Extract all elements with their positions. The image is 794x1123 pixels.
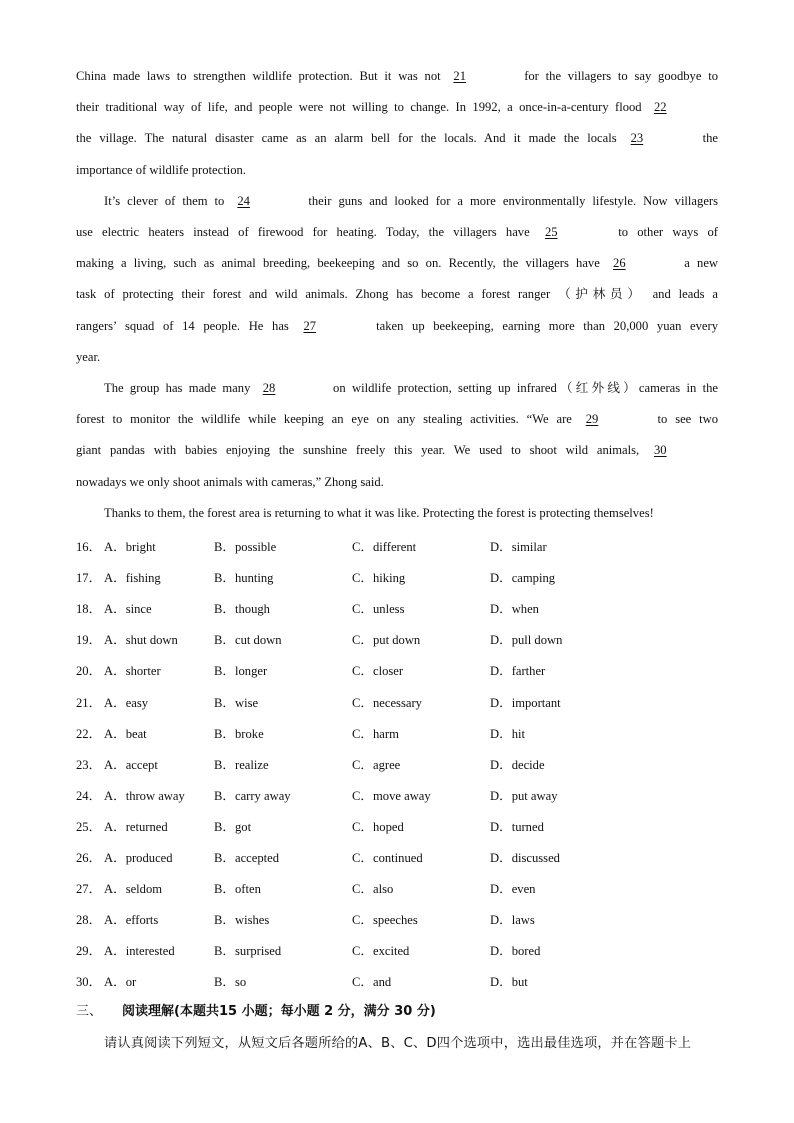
question-number: 20． bbox=[76, 664, 102, 679]
option-b[interactable]: B．accepted bbox=[214, 851, 280, 865]
passage-line bbox=[76, 467, 718, 498]
option-c[interactable]: C．harm bbox=[352, 726, 399, 741]
option-a[interactable]: A．accept bbox=[104, 757, 158, 772]
option-a[interactable]: A．shut down bbox=[104, 633, 178, 648]
option-d[interactable]: D．important bbox=[490, 695, 561, 710]
option-d[interactable]: D．even bbox=[490, 882, 536, 897]
option-b[interactable]: B．realize bbox=[214, 757, 269, 772]
option-d[interactable]: D．put away bbox=[490, 788, 558, 803]
line-text: taken up beekeeping, earning more than 20,000 yuan every bbox=[367, 318, 718, 333]
question-number: 17． bbox=[76, 571, 102, 586]
answer-blank: 27 bbox=[303, 318, 317, 333]
option-d[interactable]: D．but bbox=[490, 975, 528, 990]
question-number: 19． bbox=[76, 633, 102, 648]
line-text: a new bbox=[677, 256, 719, 271]
passage-line bbox=[76, 248, 718, 279]
answer-blank: 29 bbox=[585, 412, 599, 427]
question-number: 27． bbox=[76, 882, 102, 897]
line-text: the bbox=[694, 131, 718, 146]
question-row bbox=[76, 847, 726, 867]
option-d[interactable]: D．turned bbox=[490, 819, 544, 834]
section-index: 三、 bbox=[76, 1004, 103, 1019]
answer-blank: 21 bbox=[453, 69, 467, 83]
option-b[interactable]: B．wishes bbox=[214, 913, 270, 928]
passage-line bbox=[76, 404, 718, 435]
option-c[interactable]: C．closer bbox=[352, 664, 404, 679]
option-a[interactable]: A．beat bbox=[104, 726, 147, 741]
passage-line bbox=[104, 186, 718, 217]
option-c[interactable]: C．necessary bbox=[352, 695, 422, 710]
option-b[interactable]: B．often bbox=[214, 882, 261, 897]
line-text: making a living, such as animal breeding, beekeeping and so on. Recently, the villagers have bbox=[76, 256, 608, 271]
question-row bbox=[76, 536, 726, 556]
option-a[interactable]: A．interested bbox=[104, 944, 175, 959]
section-instruction: 请认真阅读下列短文，从短文后各题所给的A、B、C、D四个选项中，选出最佳选项，并在答题卡上 bbox=[104, 1036, 692, 1051]
option-b[interactable]: B．wise bbox=[214, 695, 259, 710]
line-text: to other ways of bbox=[608, 225, 718, 239]
line-text: giant pandas with babies enjoying the sunshine freely this year. We used to shoot wild animals, bbox=[76, 443, 648, 458]
passage-line bbox=[76, 311, 718, 342]
option-d[interactable]: D．discussed bbox=[490, 851, 560, 865]
option-a[interactable]: A．bright bbox=[104, 540, 156, 554]
passage-line bbox=[76, 92, 718, 123]
option-a[interactable]: A．seldom bbox=[104, 882, 163, 897]
option-b[interactable]: B．possible bbox=[214, 540, 277, 554]
option-a[interactable]: A．fishing bbox=[104, 571, 161, 586]
question-number: 24． bbox=[76, 788, 102, 803]
option-c[interactable]: C．agree bbox=[352, 757, 401, 772]
passage-line bbox=[76, 61, 718, 92]
passage-line bbox=[76, 217, 718, 248]
question-row bbox=[76, 629, 726, 649]
option-b[interactable]: B．surprised bbox=[214, 944, 282, 959]
option-a[interactable]: A．or bbox=[104, 975, 137, 990]
option-d[interactable]: D．similar bbox=[490, 540, 547, 554]
question-row bbox=[76, 754, 726, 774]
line-text: to see two bbox=[649, 412, 719, 427]
question-row bbox=[76, 567, 726, 587]
line-text: year. bbox=[76, 349, 101, 364]
option-c[interactable]: C．excited bbox=[352, 944, 410, 959]
question-number: 25． bbox=[76, 819, 102, 834]
question-number: 21． bbox=[76, 695, 102, 710]
answer-blank: 23 bbox=[630, 131, 644, 146]
line-text: The group has made many bbox=[104, 381, 257, 395]
answer-blank: 22 bbox=[654, 100, 667, 115]
option-a[interactable]: A．efforts bbox=[104, 913, 159, 928]
passage-line bbox=[76, 279, 718, 310]
option-c[interactable]: C．different bbox=[352, 540, 417, 554]
answer-blank: 24 bbox=[237, 193, 250, 208]
section-title: 阅读理解(本题共15 小题；每小题 2 分，满分 30 分) bbox=[122, 1004, 436, 1019]
passage-line bbox=[76, 342, 718, 373]
question-row bbox=[76, 878, 726, 898]
question-number: 23． bbox=[76, 757, 102, 772]
question-number: 18． bbox=[76, 602, 102, 617]
option-d[interactable]: D．pull down bbox=[490, 633, 563, 648]
option-c[interactable]: C．hiking bbox=[352, 571, 406, 586]
option-a[interactable]: A．easy bbox=[104, 695, 149, 710]
line-text: importance of wildlife protection. bbox=[76, 162, 246, 177]
question-row bbox=[76, 660, 726, 680]
option-c[interactable]: C．move away bbox=[352, 788, 431, 803]
option-b[interactable]: B．hunting bbox=[214, 571, 274, 586]
line-text: Thanks to them, the forest area is returning to what it was like. Protecting the forest is protecting themselves! bbox=[104, 505, 654, 520]
option-d[interactable]: D．laws bbox=[490, 913, 535, 928]
question-number: 22． bbox=[76, 726, 102, 741]
answer-blank: 26 bbox=[613, 256, 626, 271]
question-row bbox=[76, 971, 726, 991]
option-b[interactable]: B．broke bbox=[214, 726, 264, 741]
line-text: the village. The natural disaster came as an alarm bell for the locals. And it made the locals bbox=[76, 131, 625, 146]
option-d[interactable]: D．farther bbox=[490, 664, 546, 679]
option-a[interactable]: A．shorter bbox=[104, 664, 161, 679]
question-row bbox=[76, 785, 726, 805]
line-text: use electric heaters instead of firewood for heating. Today, the villagers have bbox=[76, 225, 539, 239]
option-a[interactable]: A．returned bbox=[104, 819, 168, 834]
option-b[interactable]: B．got bbox=[214, 819, 252, 834]
option-c[interactable]: C．speeches bbox=[352, 913, 418, 928]
question-number: 16． bbox=[76, 540, 102, 554]
option-a[interactable]: A．produced bbox=[104, 851, 173, 865]
option-c[interactable]: C．and bbox=[352, 975, 392, 990]
option-b[interactable]: B．though bbox=[214, 602, 270, 617]
question-row bbox=[76, 940, 726, 960]
line-text: on wildlife protection, setting up infrared（红外线）cameras in the bbox=[326, 381, 718, 395]
answer-blank: 28 bbox=[262, 381, 276, 395]
option-d[interactable]: D．hit bbox=[490, 726, 525, 741]
question-row bbox=[76, 723, 726, 743]
question-number: 28． bbox=[76, 913, 102, 928]
passage-line bbox=[76, 155, 718, 186]
passage-line bbox=[104, 498, 718, 529]
option-c[interactable]: C．put down bbox=[352, 633, 421, 648]
option-c[interactable]: C．unless bbox=[352, 602, 405, 617]
option-d[interactable]: D．bored bbox=[490, 944, 541, 959]
passage-line bbox=[104, 373, 718, 404]
option-a[interactable]: A．throw away bbox=[104, 788, 185, 803]
option-b[interactable]: B．cut down bbox=[214, 633, 282, 648]
question-row bbox=[76, 909, 726, 929]
line-text: for the villagers to say goodbye to bbox=[517, 69, 718, 83]
question-number: 29． bbox=[76, 944, 102, 959]
option-b[interactable]: B．carry away bbox=[214, 788, 291, 803]
option-c[interactable]: C．also bbox=[352, 882, 394, 897]
line-text: forest to monitor the wildlife while keeping an eye on any stealing activities. “We are bbox=[76, 412, 580, 427]
option-a[interactable]: A．since bbox=[104, 602, 152, 617]
line-text: their guns and looked for a more environmentally lifestyle. Now villagers bbox=[301, 193, 719, 208]
option-c[interactable]: C．hoped bbox=[352, 819, 404, 834]
option-d[interactable]: D．when bbox=[490, 602, 539, 617]
line-text: task of protecting their forest and wild animals. Zhong has become a forest ranger （护林员） and leads a bbox=[76, 287, 718, 302]
question-number: 30． bbox=[76, 975, 102, 990]
line-text: their traditional way of life, and people were not willing to change. In 1992, a once-in-a-century flood bbox=[76, 100, 648, 115]
line-text: nowadays we only shoot animals with cameras,” Zhong said. bbox=[76, 474, 384, 489]
option-b[interactable]: B．longer bbox=[214, 664, 268, 679]
line-text: rangers’ squad of 14 people. He has bbox=[76, 318, 298, 333]
option-c[interactable]: C．continued bbox=[352, 851, 423, 865]
question-row bbox=[76, 692, 726, 712]
section-heading bbox=[76, 1000, 436, 1019]
line-text: It’s clever of them to bbox=[104, 193, 232, 208]
passage-line bbox=[76, 435, 718, 466]
answer-blank: 30 bbox=[654, 443, 667, 458]
option-d[interactable]: D．camping bbox=[490, 571, 556, 586]
answer-blank: 25 bbox=[544, 225, 558, 239]
option-b[interactable]: B．so bbox=[214, 975, 247, 990]
line-text: China made laws to strengthen wildlife protection. But it was not bbox=[76, 69, 448, 83]
passage-line bbox=[76, 123, 718, 154]
question-row bbox=[76, 598, 726, 618]
option-d[interactable]: D．decide bbox=[490, 757, 545, 772]
question-number: 26． bbox=[76, 851, 102, 865]
question-row bbox=[76, 816, 726, 836]
